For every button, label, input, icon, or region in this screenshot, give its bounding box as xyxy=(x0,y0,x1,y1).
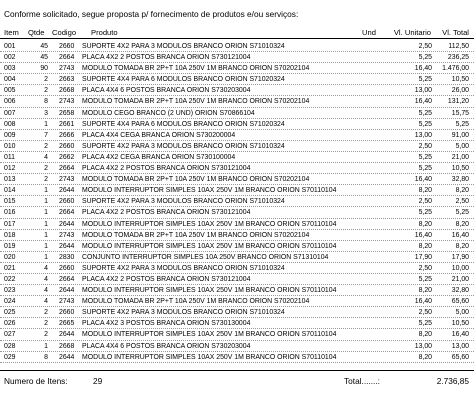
cell-vl-total: 5,00 xyxy=(455,142,469,150)
header-vl-total: Vl. Total xyxy=(442,28,469,37)
cell-codigo: 2664 xyxy=(59,275,75,283)
cell-vl-unitario: 13,00 xyxy=(414,131,432,139)
cell-produto: SUPORTE 4X2 PARA 3 MODULOS BRANCO ORION S71010324 xyxy=(82,198,285,206)
cell-item: 013 xyxy=(4,176,16,184)
cell-qtde: 2 xyxy=(44,165,48,173)
cell-qtde: 45 xyxy=(40,43,48,50)
cell-vl-total: 5,00 xyxy=(455,309,469,317)
cell-qtde: 1 xyxy=(44,120,48,128)
cell-produto: MODULO INTERRUPTOR SIMPLES 10AX 250V 1M BRANCO ORION S70110104 xyxy=(82,353,337,361)
cell-produto: PLACA 4X2 3 POSTOS BRANCA ORION S730130004 xyxy=(82,320,251,328)
cell-vl-unitario: 17,90 xyxy=(414,253,432,261)
cell-codigo: 2664 xyxy=(59,54,75,62)
table-row xyxy=(0,41,474,52)
cell-vl-unitario: 2,50 xyxy=(418,142,432,150)
cell-codigo: 2668 xyxy=(59,87,75,95)
cell-item: 021 xyxy=(4,264,16,272)
table-row xyxy=(0,63,474,74)
cell-vl-unitario: 2,50 xyxy=(418,43,432,50)
cell-produto: MODULO INTERRUPTOR SIMPLES 10AX 250V 1M BRANCO ORION S70110104 xyxy=(82,187,337,195)
table-row xyxy=(0,341,474,352)
items-table xyxy=(0,41,474,363)
cell-codigo: 2664 xyxy=(59,209,75,217)
cell-item: 012 xyxy=(4,165,16,173)
table-row xyxy=(0,352,474,363)
cell-vl-total: 13,00 xyxy=(451,342,469,350)
cell-vl-total: 10,50 xyxy=(451,165,469,173)
cell-item: 020 xyxy=(4,253,16,261)
cell-produto: MODULO TOMADA BR 2P+T 10A 250V 1M BRANCO ORION S70202104 xyxy=(82,231,310,239)
cell-qtde: 8 xyxy=(44,353,48,361)
cell-vl-total: 17,90 xyxy=(451,253,469,261)
cell-item: 024 xyxy=(4,298,16,306)
cell-produto: MODULO TOMADA BR 2P+T 10A 250V 1M BRANCO ORION S70202104 xyxy=(82,65,310,73)
table-row xyxy=(0,74,474,85)
cell-produto: MODULO TOMADA BR 2P+T 10A 250V 1M BRANCO ORION S70202104 xyxy=(82,176,310,184)
cell-vl-total: 10,50 xyxy=(451,76,469,84)
table-row xyxy=(0,329,474,340)
cell-vl-total: 1.476,00 xyxy=(442,65,469,73)
cell-item: 010 xyxy=(4,142,16,150)
cell-vl-total: 236,25 xyxy=(447,54,469,62)
cell-codigo: 2644 xyxy=(59,187,75,195)
cell-produto: PLACA 4X2 2 POSTOS BRANCA ORION S730121004 xyxy=(82,165,251,173)
cell-vl-unitario: 2,50 xyxy=(418,309,432,317)
cell-codigo: 2666 xyxy=(59,131,75,139)
cell-qtde: 1 xyxy=(44,253,48,261)
cell-vl-unitario: 8,20 xyxy=(418,242,432,250)
cell-codigo: 2743 xyxy=(59,298,75,306)
cell-produto: MODULO INTERRUPTOR SIMPLES 10AX 250V 1M BRANCO ORION S70110104 xyxy=(82,331,337,339)
cell-vl-total: 8,20 xyxy=(455,242,469,250)
cell-codigo: 2644 xyxy=(59,287,75,295)
cell-vl-total: 2,50 xyxy=(455,198,469,206)
table-row xyxy=(0,130,474,141)
cell-item: 001 xyxy=(4,43,16,50)
cell-qtde: 1 xyxy=(44,220,48,228)
cell-produto: PLACA 4X4 CEGA BRANCA ORION S730200004 xyxy=(82,131,236,139)
table-row xyxy=(0,274,474,285)
cell-item: 011 xyxy=(4,153,15,161)
cell-codigo: 2644 xyxy=(59,242,75,250)
cell-produto: PLACA 4X2 CEGA BRANCA ORION S730100004 xyxy=(82,153,236,161)
cell-vl-total: 26,00 xyxy=(451,87,469,95)
cell-codigo: 2743 xyxy=(59,231,75,239)
cell-vl-total: 65,60 xyxy=(451,353,469,361)
header-produto: Produto xyxy=(91,28,118,37)
cell-produto: SUPORTE 4X2 PARA 3 MODULOS BRANCO ORION S71010324 xyxy=(82,43,285,50)
table-row xyxy=(0,263,474,274)
table-row xyxy=(0,241,474,252)
cell-item: 029 xyxy=(4,353,16,361)
cell-vl-total: 15,75 xyxy=(451,109,469,117)
cell-produto: MODULO TOMADA BR 2P+T 10A 250V 1M BRANCO ORION S70202104 xyxy=(82,98,310,106)
cell-codigo: 2644 xyxy=(59,331,75,339)
cell-item: 017 xyxy=(4,220,16,228)
cell-produto: PLACA 4X4 6 POSTOS BRANCA ORION S730203004 xyxy=(82,342,251,350)
cell-qtde: 1 xyxy=(44,198,48,206)
header-und: Und xyxy=(362,28,376,37)
cell-vl-unitario: 13,00 xyxy=(414,87,432,95)
cell-produto: SUPORTE 4X2 PARA 3 MODULOS BRANCO ORION S71010324 xyxy=(82,309,285,317)
cell-vl-unitario: 5,25 xyxy=(418,120,432,128)
table-row xyxy=(0,163,474,174)
cell-item: 027 xyxy=(4,331,16,339)
cell-qtde: 1 xyxy=(44,231,48,239)
cell-vl-unitario: 5,25 xyxy=(418,275,432,283)
cell-qtde: 90 xyxy=(40,65,48,73)
cell-produto: MODULO INTERRUPTOR SIMPLES 10AX 250V 1M BRANCO ORION S70110104 xyxy=(82,287,337,295)
cell-codigo: 2743 xyxy=(59,98,75,106)
cell-vl-unitario: 5,25 xyxy=(418,76,432,84)
header-codigo: Codigo xyxy=(52,28,77,37)
cell-vl-unitario: 5,25 xyxy=(418,54,432,62)
cell-produto: SUPORTE 4X2 PARA 3 MODULOS BRANCO ORION S71010324 xyxy=(82,264,285,272)
cell-qtde: 45 xyxy=(40,54,48,62)
cell-qtde: 3 xyxy=(44,109,48,117)
cell-vl-total: 10,50 xyxy=(451,320,469,328)
table-row xyxy=(0,152,474,163)
cell-vl-total: 21,00 xyxy=(451,275,469,283)
cell-qtde: 4 xyxy=(44,275,48,283)
cell-item: 023 xyxy=(4,287,16,295)
cell-codigo: 2660 xyxy=(59,43,75,50)
cell-qtde: 7 xyxy=(44,131,48,139)
cell-vl-unitario: 16,40 xyxy=(414,298,432,306)
header-item: Item xyxy=(4,28,19,37)
cell-vl-unitario: 2,50 xyxy=(418,264,432,272)
cell-produto: CONJUNTO INTERRUPTOR SIMPLES 10A 250V BRANCO ORION S71310104 xyxy=(82,253,329,261)
cell-vl-total: 32,80 xyxy=(451,287,469,295)
cell-qtde: 4 xyxy=(44,298,48,306)
table-row xyxy=(0,141,474,152)
cell-codigo: 2660 xyxy=(59,264,75,272)
cell-qtde: 2 xyxy=(44,87,48,95)
cell-vl-total: 8,20 xyxy=(455,220,469,228)
total-value: 2.736,85 xyxy=(436,376,469,386)
cell-qtde: 4 xyxy=(44,153,48,161)
cell-vl-unitario: 8,20 xyxy=(418,353,432,361)
cell-item: 004 xyxy=(4,76,16,84)
intro-text: Conforme solicitado, segue proposta p/ fornecimento de produtos e/ou serviços: xyxy=(4,9,299,19)
table-row xyxy=(0,219,474,230)
cell-codigo: 2743 xyxy=(59,65,75,73)
cell-codigo: 2658 xyxy=(59,109,75,117)
cell-qtde: 2 xyxy=(44,176,48,184)
cell-item: 018 xyxy=(4,231,16,239)
cell-vl-total: 32,80 xyxy=(451,176,469,184)
cell-qtde: 4 xyxy=(44,287,48,295)
cell-vl-total: 91,00 xyxy=(451,131,469,139)
cell-vl-total: 5,25 xyxy=(455,120,469,128)
cell-vl-total: 65,60 xyxy=(451,298,469,306)
cell-codigo: 2665 xyxy=(59,320,75,328)
table-row xyxy=(0,230,474,241)
cell-qtde: 2 xyxy=(44,320,48,328)
table-row xyxy=(0,96,474,107)
table-row xyxy=(0,119,474,130)
cell-vl-unitario: 16,40 xyxy=(414,176,432,184)
cell-item: 009 xyxy=(4,131,16,139)
cell-produto: PLACA 4X2 2 POSTOS BRANCA ORION S730121004 xyxy=(82,275,251,283)
cell-item: 022 xyxy=(4,275,16,283)
table-row xyxy=(0,207,474,218)
cell-produto: SUPORTE 4X4 PARA 6 MODULOS BRANCO ORION S71020324 xyxy=(82,76,285,84)
cell-codigo: 2664 xyxy=(59,165,75,173)
cell-qtde: 2 xyxy=(44,142,48,150)
table-row xyxy=(0,174,474,185)
cell-item: 003 xyxy=(4,65,16,73)
cell-codigo: 2660 xyxy=(59,309,75,317)
cell-item: 005 xyxy=(4,87,16,95)
cell-codigo: 2660 xyxy=(59,198,75,206)
cell-vl-unitario: 8,20 xyxy=(418,187,432,195)
cell-vl-unitario: 2,50 xyxy=(418,198,432,206)
cell-vl-unitario: 8,20 xyxy=(418,220,432,228)
table-row xyxy=(0,318,474,329)
cell-vl-unitario: 13,00 xyxy=(414,342,432,350)
cell-item: 019 xyxy=(4,242,16,250)
cell-produto: MODULO INTERRUPTOR SIMPLES 10AX 250V 1M BRANCO ORION S70110104 xyxy=(82,220,337,228)
footer xyxy=(0,376,474,390)
cell-qtde: 8 xyxy=(44,98,48,106)
cell-qtde: 1 xyxy=(44,209,48,217)
cell-vl-total: 16,40 xyxy=(451,331,469,339)
cell-item: 008 xyxy=(4,120,16,128)
header-qtde: Qtde xyxy=(28,28,45,37)
cell-produto: PLACA 4X2 2 POSTOS BRANCA ORION S730121004 xyxy=(82,54,251,62)
cell-qtde: 2 xyxy=(44,76,48,84)
cell-item: 007 xyxy=(4,109,16,117)
cell-produto: MODULO TOMADA BR 2P+T 10A 250V 1M BRANCO ORION S70202104 xyxy=(82,298,310,306)
cell-vl-total: 10,00 xyxy=(451,264,469,272)
cell-vl-unitario: 5,25 xyxy=(418,109,432,117)
cell-codigo: 2663 xyxy=(59,76,75,84)
cell-codigo: 2662 xyxy=(59,153,75,161)
cell-codigo: 2644 xyxy=(59,353,75,361)
cell-item: 014 xyxy=(4,187,16,195)
cell-item: 002 xyxy=(4,54,16,62)
cell-codigo: 2830 xyxy=(59,253,75,261)
cell-vl-unitario: 5,25 xyxy=(418,165,432,173)
cell-vl-total: 16,40 xyxy=(451,231,469,239)
cell-produto: PLACA 4X2 2 POSTOS BRANCA ORION S730121004 xyxy=(82,209,251,217)
item-count-label: Numero de Itens: xyxy=(4,376,68,386)
cell-item: 015 xyxy=(4,198,16,206)
cell-qtde: 1 xyxy=(44,242,48,250)
table-row xyxy=(0,185,474,196)
table-row xyxy=(0,85,474,96)
cell-codigo: 2660 xyxy=(59,142,75,150)
cell-qtde: 2 xyxy=(44,331,48,339)
cell-vl-unitario: 16,40 xyxy=(414,98,432,106)
cell-produto: MODULO CEGO BRANCO (2 UND) ORION S70866104 xyxy=(82,109,255,117)
cell-qtde: 2 xyxy=(44,309,48,317)
cell-vl-unitario: 5,25 xyxy=(418,320,432,328)
cell-codigo: 2661 xyxy=(59,120,75,128)
cell-qtde: 4 xyxy=(44,264,48,272)
table-row xyxy=(0,307,474,318)
cell-item: 028 xyxy=(4,342,16,350)
cell-vl-unitario: 8,20 xyxy=(418,331,432,339)
cell-vl-total: 131,20 xyxy=(447,98,469,106)
cell-item: 025 xyxy=(4,309,16,317)
cell-produto: SUPORTE 4X4 PARA 6 MODULOS BRANCO ORION S71020324 xyxy=(82,120,285,128)
total-label: Total.......: xyxy=(344,376,380,386)
table-row xyxy=(0,52,474,63)
cell-item: 016 xyxy=(4,209,16,217)
cell-vl-unitario: 8,20 xyxy=(418,287,432,295)
footer-rule xyxy=(0,370,474,371)
table-row xyxy=(0,296,474,307)
cell-produto: MODULO INTERRUPTOR SIMPLES 10AX 250V 1M BRANCO ORION S70110104 xyxy=(82,242,337,250)
item-count-value: 29 xyxy=(93,376,103,386)
cell-vl-total: 8,20 xyxy=(455,187,469,195)
cell-produto: PLACA 4X4 6 POSTOS BRANCA ORION S730203004 xyxy=(82,87,251,95)
header-rule xyxy=(0,38,474,39)
cell-codigo: 2668 xyxy=(59,342,75,350)
table-row xyxy=(0,196,474,207)
cell-vl-total: 21,00 xyxy=(451,153,469,161)
cell-item: 006 xyxy=(4,98,16,106)
cell-vl-total: 112,50 xyxy=(448,43,469,50)
cell-item: 026 xyxy=(4,320,16,328)
cell-produto: SUPORTE 4X2 PARA 3 MODULOS BRANCO ORION S71010324 xyxy=(82,142,285,150)
cell-qtde: 1 xyxy=(44,342,48,350)
header-vl-unitario: Vl. Unitario xyxy=(393,28,431,37)
cell-vl-unitario: 5,25 xyxy=(418,209,432,217)
cell-vl-total: 5,25 xyxy=(455,209,469,217)
table-row xyxy=(0,285,474,296)
cell-vl-unitario: 16,40 xyxy=(414,231,432,239)
cell-vl-unitario: 16,40 xyxy=(414,65,432,73)
table-row xyxy=(0,252,474,263)
cell-codigo: 2644 xyxy=(59,220,75,228)
cell-vl-unitario: 5,25 xyxy=(418,153,432,161)
cell-qtde: 1 xyxy=(44,187,48,195)
table-row xyxy=(0,108,474,119)
cell-codigo: 2743 xyxy=(59,176,75,184)
